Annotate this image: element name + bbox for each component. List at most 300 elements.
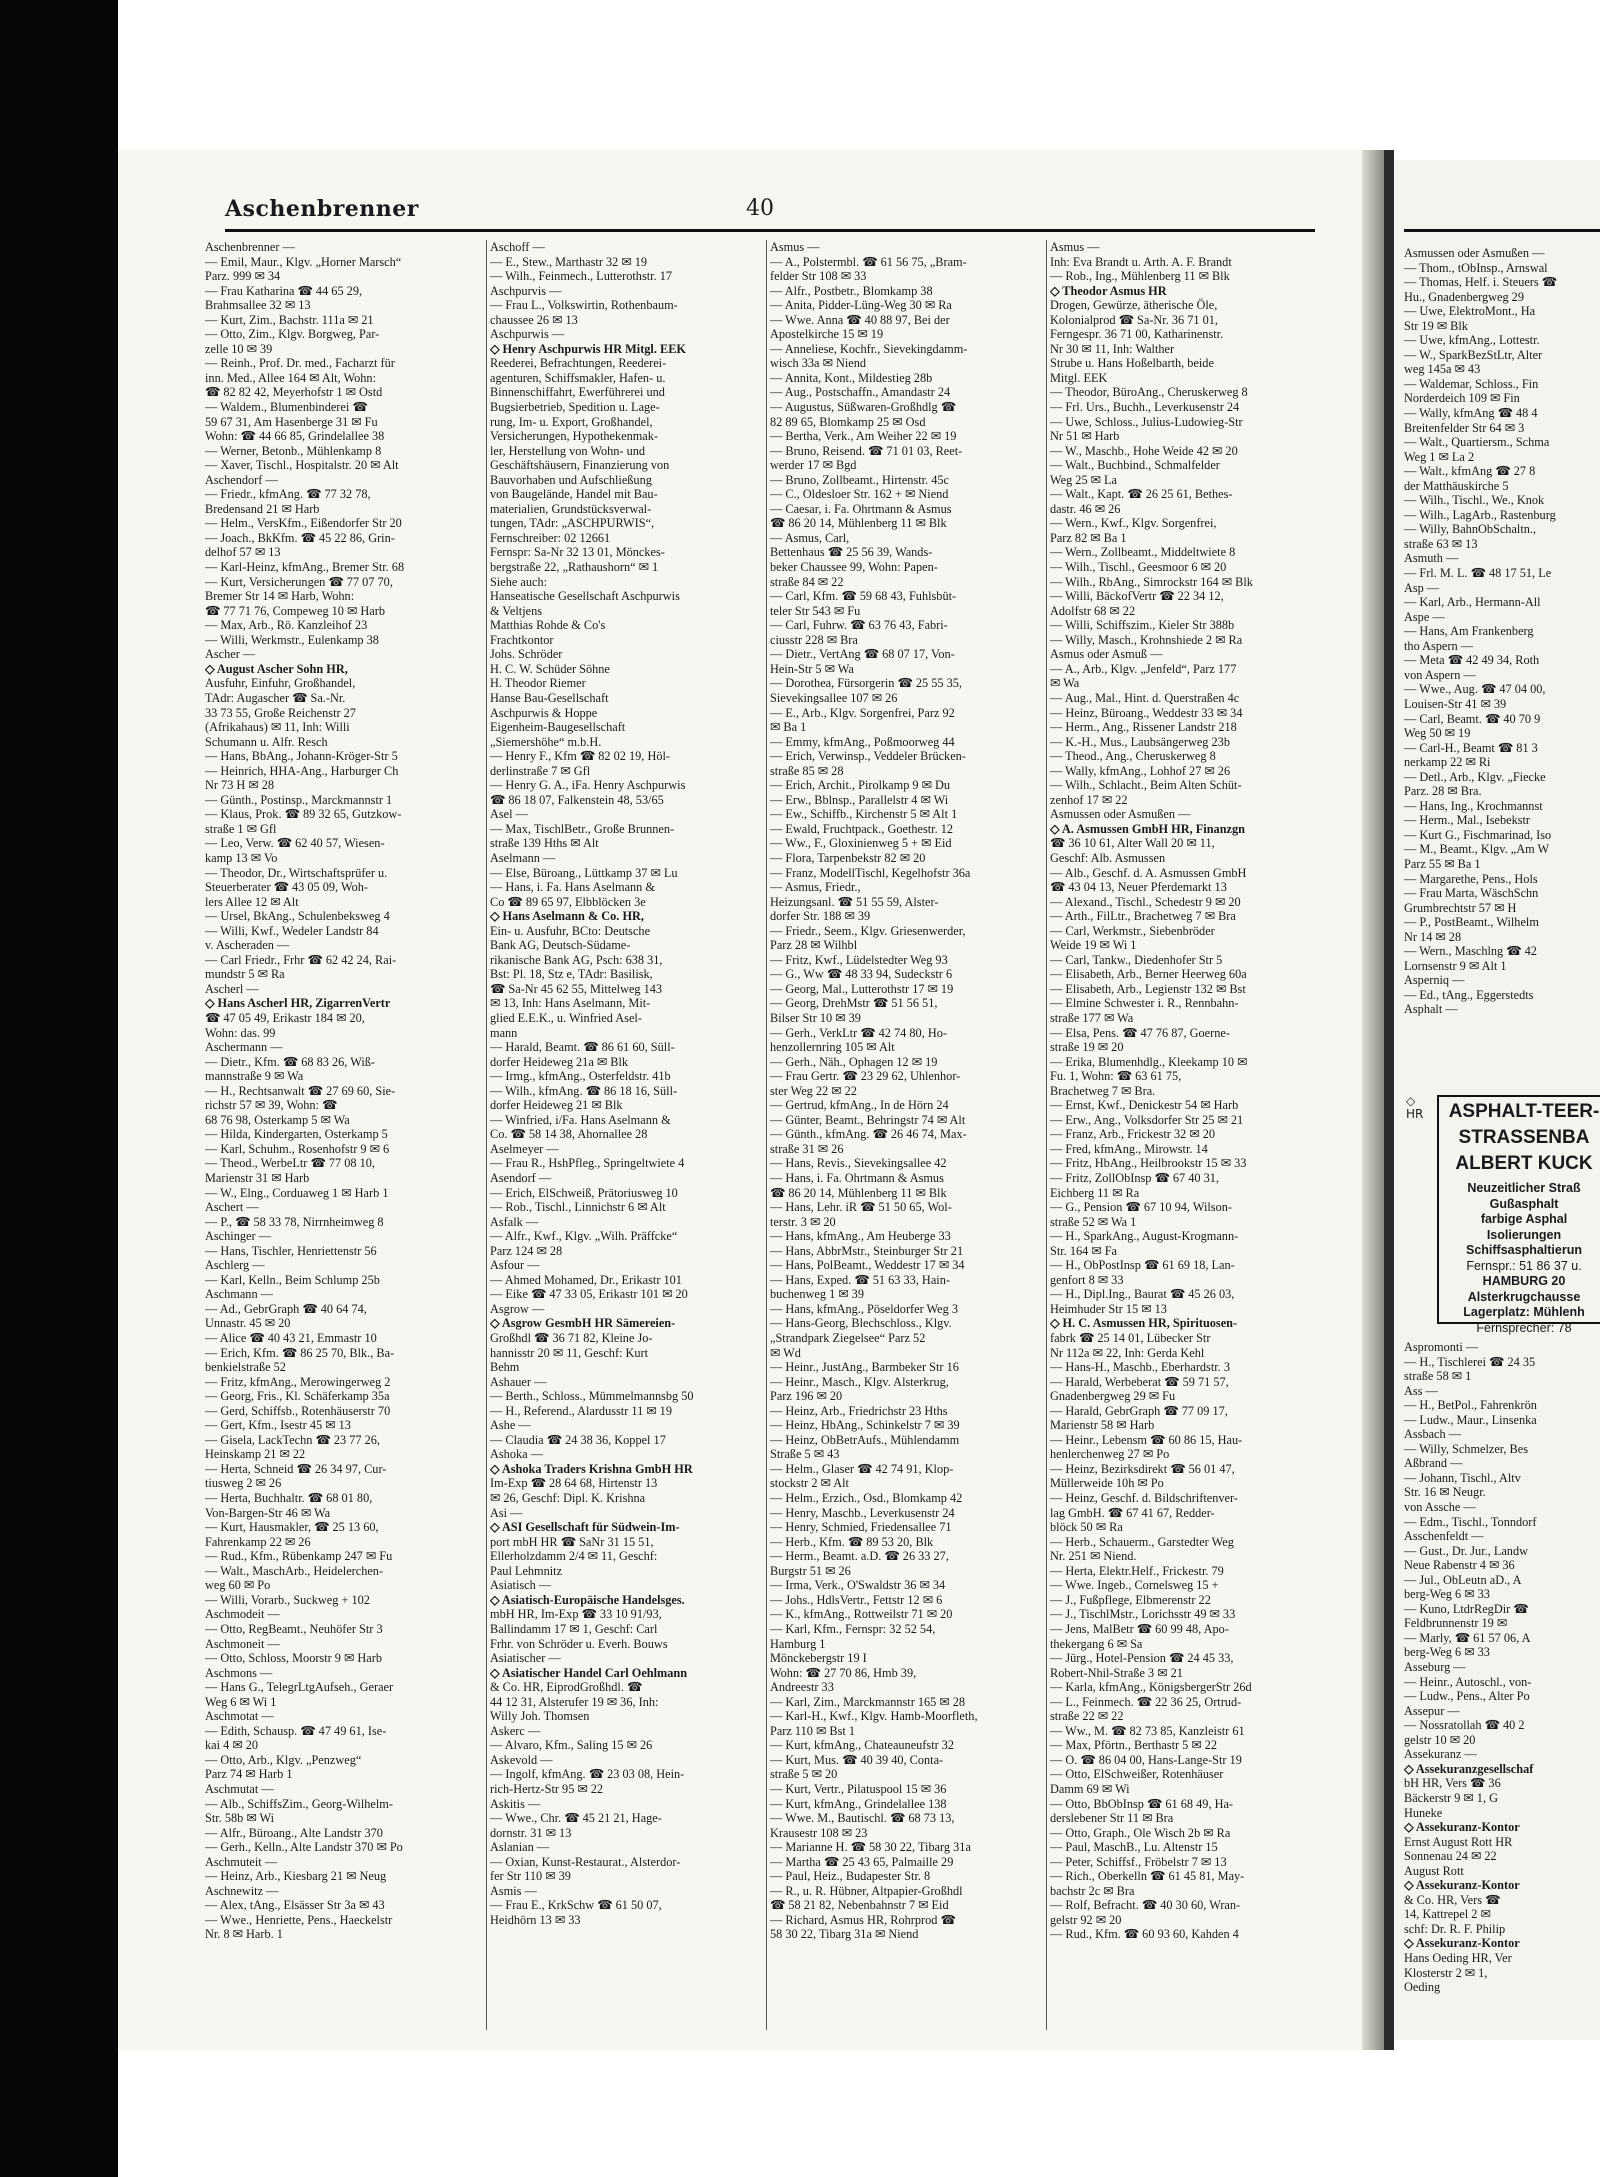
directory-line: Assbach — <box>1404 1427 1462 1442</box>
directory-line: henzollernring 105 ✉ Alt <box>770 1040 895 1055</box>
directory-line: Paul Lehmnitz <box>490 1563 563 1578</box>
directory-line: Reederei, Befrachtungen, Reederei- <box>490 356 667 371</box>
directory-line: Aschenbrenner — <box>205 240 295 254</box>
directory-line: — W., Elng., Corduaweg 1 ✉ Harb 1 <box>205 1185 389 1200</box>
directory-line: — Anneliese, Kochfr., Sievekingdamm- <box>770 341 968 356</box>
directory-line: — Elisabeth, Arb., Legienstr 132 ✉ Bst <box>1050 981 1246 996</box>
directory-line: Hamburg 1 <box>770 1636 826 1651</box>
directory-line: — Kurt, kfmAng., Chateauneufstr 32 <box>770 1738 955 1753</box>
ad-title-2: STRASSENBA <box>1458 1127 1590 1148</box>
directory-line: — Kurt, Hausmakler, ☎ 25 13 60, <box>205 1520 379 1535</box>
directory-line: — Elisabeth, Arb., Berner Heerweg 60a <box>1050 967 1247 982</box>
directory-line: — Heinz, Arb., Kiesbarg 21 ✉ Neug <box>205 1869 387 1884</box>
directory-line: ciusstr 228 ✉ Bra <box>770 632 858 647</box>
directory-line: — Hans, i. Fa. Ohrtmann & Asmus <box>770 1171 944 1185</box>
directory-line: — Ingolf, kfmAng. ☎ 23 03 08, Hein- <box>490 1767 685 1782</box>
directory-line: kai 4 ✉ 20 <box>205 1738 258 1753</box>
directory-line: ☎ Sa-Nr 45 62 55, Mittelweg 143 <box>490 981 663 996</box>
directory-line: — Werner, Betonb., Mühlenkamp 8 <box>205 443 382 458</box>
directory-line: „Strandpark Ziegelsee“ Parz 52 <box>770 1331 926 1346</box>
directory-line: Eichberg 11 ✉ Ra <box>1050 1185 1140 1200</box>
ad-line: Alsterkrugchausse <box>1467 1289 1581 1304</box>
directory-line: — Marly, ☎ 61 57 06, A <box>1404 1630 1531 1645</box>
directory-line: — Walt., Quartiersm., Schma <box>1404 435 1550 450</box>
directory-line: mannstraße 9 ✉ Wa <box>205 1069 304 1084</box>
directory-line: terstr. 3 ✉ 20 <box>770 1214 836 1229</box>
directory-line: — J., Fußpflege, Elbmerenstr 22 <box>1050 1592 1211 1607</box>
directory-line: Adolfstr 68 ✉ 22 <box>1050 603 1136 618</box>
directory-line: Parz. 28 ✉ Bra. <box>1404 784 1482 799</box>
directory-line: ✉ 13, Inh: Hans Aselmann, Mit- <box>490 996 651 1011</box>
directory-line: — Hans, Exped. ☎ 51 63 33, Hain- <box>770 1272 950 1287</box>
directory-line: — Henry, Maschb., Leverkusenstr 24 <box>770 1505 955 1520</box>
directory-line: Wohn: das. 99 <box>205 1025 276 1040</box>
directory-line: — Heinz, ObBetrAufs., Mühlendamm <box>770 1432 960 1447</box>
directory-line: Frachtkontor <box>490 632 554 647</box>
directory-line: buchenweg 1 ✉ 39 <box>770 1287 864 1302</box>
directory-line: ◇ H. C. Asmussen HR, Spirituosen- <box>1050 1316 1238 1331</box>
directory-line: — Frau R., HshPfleg., Springeltwiete 4 <box>490 1156 685 1171</box>
directory-line: & Veltjens <box>490 603 543 618</box>
directory-line: — Wern., Kwf., Klgv. Sorgenfrei, <box>1050 516 1217 531</box>
directory-line: Aselmann — <box>490 850 556 865</box>
directory-line: tungen, TAdr: „ASCHPURWIS“, <box>490 516 655 531</box>
directory-line: — Hans-H., Maschb., Eberhardstr. 3 <box>1050 1360 1230 1375</box>
directory-line: Siehe auch: <box>490 574 548 589</box>
directory-line: — Ursel, BkAng., Schulenbeksweg 4 <box>205 909 390 924</box>
directory-line: Aschnewitz — <box>205 1883 279 1898</box>
directory-line: Hanseatische Gesellschaft Aschpurwis <box>490 589 680 604</box>
directory-line: Weide 19 ✉ Wi 1 <box>1050 938 1137 953</box>
directory-line: Str 19 ✉ Blk <box>1404 318 1468 333</box>
directory-line: Ass — <box>1404 1383 1438 1398</box>
directory-line: Asiatisch — <box>490 1578 552 1593</box>
directory-line: Nr. 8 ✉ Harb. 1 <box>205 1927 283 1942</box>
directory-line: ◇ Asiatischer Handel Carl Oehlmann <box>490 1665 688 1680</box>
directory-line: — Waldemar, Schloss., Fin <box>1404 376 1539 391</box>
directory-line: dorfer Heideweg 21a ✉ Blk <box>490 1054 629 1069</box>
directory-line: ☎ 86 20 14, Mühlenberg 11 ✉ Blk <box>770 516 947 531</box>
directory-line: Aschmuteit — <box>205 1854 278 1869</box>
directory-line: — Bruno, Reisend. ☎ 71 01 03, Reet- <box>770 443 963 458</box>
directory-line: Oeding <box>1404 1980 1441 1995</box>
directory-line: — Carl, Fuhrw. ☎ 63 76 43, Fabri- <box>770 618 948 633</box>
directory-line: ✉ Wd <box>770 1345 801 1360</box>
directory-line: Nr. 251 ✉ Niend. <box>1050 1549 1137 1564</box>
ad-title: ASPHALT-TEER- <box>1448 1101 1600 1122</box>
directory-line: ◇ Assekuranz-Kontor <box>1404 1820 1520 1835</box>
directory-line: Straße 5 ✉ 43 <box>770 1447 840 1462</box>
directory-line: — Theodor, BüroAng., Cheruskerweg 8 <box>1050 385 1248 400</box>
directory-line: tho Aspern — <box>1404 638 1473 653</box>
directory-line: ◇ Ashoka Traders Krishna GmbH HR <box>490 1461 693 1476</box>
directory-line: Wohn: ☎ 27 70 86, Hmb 39, <box>770 1665 917 1680</box>
directory-line: mann <box>490 1025 518 1040</box>
directory-line: richstr 57 ✉ 39, Wohn: ☎ <box>205 1098 338 1113</box>
directory-line: — Alexand., Tischl., Schedestr 9 ✉ 20 <box>1050 894 1241 909</box>
directory-line: — Rud., Kfm., Rübenkamp 247 ✉ Fu <box>205 1549 393 1564</box>
directory-line: Krausestr 108 ✉ 23 <box>770 1825 868 1840</box>
directory-line: straße 19 ✉ 20 <box>1050 1040 1124 1055</box>
directory-line: — Willi, Vorarb., Suckweg + 102 <box>205 1592 370 1607</box>
directory-line: — Fritz, HbAng., Heilbrookstr 15 ✉ 33 <box>1050 1156 1247 1171</box>
directory-line: — Kurt, Mus. ☎ 40 39 40, Conta- <box>770 1752 944 1767</box>
directory-line: — Kurt, kfmAng., Grindelallee 138 <box>770 1796 947 1811</box>
directory-line: — Meta ☎ 42 49 34, Roth <box>1404 653 1540 668</box>
directory-line: August Rott <box>1404 1863 1464 1878</box>
directory-line: — Edith, Schausp. ☎ 47 49 61, Ise- <box>205 1723 387 1738</box>
directory-line: — Heinr., Masch., Klgv. Alsterkrug, <box>770 1374 949 1389</box>
directory-line: — O. ☎ 86 04 00, Hans-Lange-Str 19 <box>1050 1752 1242 1767</box>
directory-line: Nr 14 ✉ 28 <box>1404 929 1462 944</box>
directory-line: Marienstr 58 ✉ Harb <box>1050 1418 1155 1433</box>
directory-line: ◇ Assekuranzgesellschaf <box>1404 1761 1534 1776</box>
directory-line: — Carl Friedr., Frhr ☎ 62 42 24, Rai- <box>205 952 397 967</box>
directory-line: Askerc — <box>490 1723 541 1738</box>
directory-line: — P., PostBeamt., Wilhelm <box>1404 915 1539 930</box>
ad-line: Fernsprecher: 78 <box>1476 1320 1572 1335</box>
directory-line: Str. 16 ✉ Neugr. <box>1404 1485 1486 1500</box>
directory-line: — Fritz, kfmAng., Merowingerweg 2 <box>205 1374 391 1389</box>
directory-line: henlerchenweg 27 ✉ Po <box>1050 1447 1170 1462</box>
directory-line: — Kurt G., Fischmarinad, Iso <box>1404 827 1552 842</box>
directory-line: bH HR, Vers ☎ 36 <box>1404 1776 1501 1791</box>
directory-line: — Alfr., Kwf., Klgv. „Wilh. Präffcke“ <box>490 1229 678 1244</box>
directory-line: zenhof 17 ✉ 22 <box>1050 792 1128 807</box>
directory-line: Geschf: Alb. Asmussen <box>1050 850 1166 865</box>
directory-line: — Uwe, kfmAng., Lottestr. <box>1404 333 1540 348</box>
directory-line: — Ernst, Kwf., Denickestr 54 ✉ Harb <box>1050 1098 1239 1113</box>
directory-line: Mitgl. EEK <box>1050 370 1108 385</box>
directory-line: — Hans, AbbrMstr., Steinburger Str 21 <box>770 1243 964 1258</box>
directory-line: — Gerh., Kelln., Alte Landstr 370 ✉ Po <box>205 1840 403 1855</box>
directory-line: — Hans G., TelegrLtgAufseh., Geraer <box>205 1680 394 1695</box>
ad-line: Fernspr.: 51 86 37 u. <box>1466 1258 1582 1273</box>
directory-line: straße 31 ✉ 26 <box>770 1141 844 1156</box>
directory-line: — Hans, PolBeamt., Weddestr 17 ✉ 34 <box>770 1258 965 1273</box>
directory-line: ◇ ASI Gesellschaft für Südwein-Im- <box>490 1520 680 1535</box>
directory-line: Klosterstr 2 ✉ 1, <box>1404 1965 1488 1980</box>
directory-line: — Ew., Schiffb., Kirchenstr 5 ✉ Alt 1 <box>770 807 958 822</box>
directory-line: port mbH HR ☎ SaNr 31 15 51, <box>490 1534 654 1549</box>
directory-line: — Winfried, i/Fa. Hans Aselmann & <box>490 1112 671 1127</box>
directory-line: — Berth., Schloss., Mümmelmannsbg 50 <box>490 1389 694 1404</box>
directory-line: — W., SparkBezStLtr, Alter <box>1404 347 1543 362</box>
directory-line: — Friedr., Seem., Klgv. Griesenwerder, <box>770 923 966 938</box>
column-divider <box>486 240 487 2030</box>
directory-line: rich-Hertz-Str 95 ✉ 22 <box>490 1781 604 1796</box>
directory-line: — Heinz, Arb., Friedrichstr 23 Hths <box>770 1403 948 1418</box>
directory-line: — Fritz, ZollObInsp ☎ 67 40 31, <box>1050 1171 1220 1185</box>
directory-line: Aschpurvis — <box>490 283 562 298</box>
directory-line: Brahmsallee 32 ✉ 13 <box>205 298 311 313</box>
directory-line: Ascherl — <box>205 981 259 996</box>
directory-line: — Otto, Schloss, Moorstr 9 ✉ Harb <box>205 1651 382 1666</box>
directory-line: — Willi, Kwf., Wedeler Landstr 84 <box>205 923 379 938</box>
ad-title-3: ALBERT KUCK <box>1455 1153 1593 1174</box>
directory-line: Neue Rabenstr 4 ✉ 36 <box>1404 1558 1515 1573</box>
directory-line: — Erich, ElSchweiß, Prätoriusweg 10 <box>490 1185 678 1200</box>
directory-line: — Paul, Heiz., Budapester Str. 8 <box>770 1869 931 1884</box>
directory-line: Bremer Str 14 ✉ Harb, Wohn: <box>205 589 355 604</box>
directory-line: — Fred, kfmAng., Mirowstr. 14 <box>1050 1141 1208 1156</box>
directory-line: — Otto, RegBeamt., Neuhöfer Str 3 <box>205 1621 383 1636</box>
directory-line: — Gisela, LackTechn ☎ 23 77 26, <box>205 1432 380 1447</box>
directory-line: Grumbrechtstr 57 ✉ H <box>1404 900 1517 915</box>
directory-line: Geschäftshäusern, Finanzierung von <box>490 458 670 473</box>
directory-line: dastr. 46 ✉ 26 <box>1050 501 1121 516</box>
directory-line: bergstraße 22, „Rathaushorn“ ✉ 1 <box>490 560 659 575</box>
directory-line: — Otto, Graph., Ole Wisch 2b ✉ Ra <box>1050 1825 1231 1840</box>
directory-line: — H., Dipl.Ing., Baurat ☎ 45 26 03, <box>1050 1287 1235 1302</box>
directory-line: — Rich., Oberkelln ☎ 61 45 81, May- <box>1050 1869 1245 1884</box>
directory-line: 33 73 55, Große Reichenstr 27 <box>205 705 356 720</box>
directory-line: Bäckerstr 9 ✉ 1, G <box>1404 1790 1498 1805</box>
directory-line: Bank AG, Deutsch-Südame- <box>490 938 631 953</box>
directory-line: ◇ Hans Aselmann & Co. HR, <box>490 909 644 924</box>
directory-line: derlinstraße 7 ✉ Gfl <box>490 763 591 778</box>
directory-line: — Heinr., Lebensm ☎ 60 86 15, Hau- <box>1050 1432 1243 1447</box>
directory-line: — Ludw., Maur., Linsenka <box>1404 1412 1537 1427</box>
directory-line: v. Ascheraden — <box>205 938 290 953</box>
directory-line: — Walt., MaschArb., Heidelerchen- <box>205 1563 384 1578</box>
directory-line: thekergang 6 ✉ Sa <box>1050 1636 1143 1651</box>
directory-line: — Caesar, i. Fa. Ohrtmann & Asmus <box>770 501 952 516</box>
directory-line: — Erw., Bblnsp., Parallelstr 4 ✉ Wi <box>770 792 949 807</box>
directory-line: H. Theodor Riemer <box>490 676 586 691</box>
directory-line: Norderdeich 109 ✉ Fin <box>1404 391 1520 406</box>
directory-line: Fernschreiber: 02 12661 <box>490 530 611 545</box>
directory-line: rung, Im- u. Export, Großhandel, <box>490 414 653 429</box>
directory-line: stockstr 2 ✉ Alt <box>770 1476 849 1491</box>
directory-line: — Willi, BäckofVertr ☎ 22 34 12, <box>1050 589 1224 604</box>
directory-line: — Augustus, Süßwaren-Großhdlg ☎ <box>770 400 957 415</box>
directory-line: mbH HR, Im-Exp ☎ 33 10 91/93, <box>490 1607 662 1622</box>
directory-line: — Joach., BkKfm. ☎ 45 22 86, Grin- <box>205 530 395 545</box>
directory-line: — Asmus, Carl, <box>770 530 850 545</box>
directory-line: — Gerh., VerkLtr ☎ 42 74 80, Ho- <box>770 1025 947 1040</box>
directory-line: — Wilh., kfmAng. ☎ 86 18 16, Süll- <box>490 1083 678 1098</box>
directory-line: — Claudia ☎ 24 38 36, Koppel 17 <box>490 1432 666 1447</box>
directory-line: Weg 1 ✉ La 2 <box>1404 449 1475 464</box>
directory-line: — Ahmed Mohamed, Dr., Erikastr 101 <box>490 1272 682 1287</box>
directory-line: — Eike ☎ 47 33 05, Erikastr 101 ✉ 20 <box>490 1287 688 1302</box>
directory-line: Aspe — <box>1404 609 1445 624</box>
directory-line: — Alb., SchiffsZim., Georg-Wilhelm- <box>205 1796 393 1811</box>
directory-line: Asmus — <box>1050 240 1100 254</box>
directory-line: Matthias Rohde & Co's <box>490 618 606 633</box>
directory-line: Andreestr 33 <box>770 1680 834 1695</box>
directory-line: Ashauer — <box>490 1374 547 1389</box>
directory-line: — Günth., kfmAng. ☎ 26 46 74, Max- <box>770 1127 967 1142</box>
directory-line: Aschinger — <box>205 1229 271 1244</box>
directory-line: — Hans, Tischler, Henriettenstr 56 <box>205 1243 377 1258</box>
directory-line: — Irmg., kfmAng., Osterfeldstr. 41b <box>490 1069 671 1084</box>
directory-line: — Alice ☎ 40 43 21, Emmastr 10 <box>205 1331 377 1346</box>
directory-line: straße 58 ✉ 1 <box>1404 1369 1472 1384</box>
directory-line: ◇ Hans Ascherl HR, ZigarrenVertr <box>205 996 391 1011</box>
directory-line: Ascher — <box>205 647 256 662</box>
directory-line: — Heinz, Büroang., Weddestr 33 ✉ 34 <box>1050 705 1243 720</box>
directory-line: — Hans, i. Fa. Hans Aselmann & <box>490 880 655 895</box>
directory-line: — Henry G. A., iFa. Henry Aschpurwis <box>490 778 686 793</box>
column-5 <box>1404 246 1600 1017</box>
directory-line: Eigenheim-Baugesellschaft <box>490 720 626 735</box>
directory-line: — Willy, Masch., Krohnshiede 2 ✉ Ra <box>1050 632 1243 647</box>
directory-line: Asmussen oder Asmußen — <box>1404 246 1545 260</box>
directory-line: — K.-H., Mus., Laubsängerweg 23b <box>1050 734 1230 749</box>
directory-line: Str. 58b ✉ Wi <box>205 1811 275 1826</box>
directory-line: Asel — <box>490 807 528 822</box>
ad-line: Isolierungen <box>1486 1227 1562 1242</box>
directory-line: derslebener Str 11 ✉ Bra <box>1050 1811 1174 1826</box>
directory-line: — Dorothea, Fürsorgerin ☎ 25 55 35, <box>770 676 963 691</box>
directory-line: ☎ 86 20 14, Mühlenberg 11 ✉ Blk <box>770 1185 947 1200</box>
directory-line: — Wern., Zollbeamt., Middeltwiete 8 <box>1050 545 1236 560</box>
directory-line: — Jul., ObLeutn aD., A <box>1404 1572 1522 1587</box>
directory-line: Robert-Nhil-Straße 3 ✉ 21 <box>1050 1665 1183 1680</box>
directory-line: — Hans, Revis., Sievekingsallee 42 <box>770 1156 947 1171</box>
directory-line: — Wern., Maschlng ☎ 42 <box>1404 944 1537 959</box>
directory-line: — Peter, Schiffsf., Fröbelstr 7 ✉ 13 <box>1050 1854 1227 1869</box>
directory-line: ✉ Ba 1 <box>770 720 807 735</box>
directory-line: — Gust., Dr. Jur., Landw <box>1404 1543 1528 1558</box>
directory-line: Binnenschiffahrt, Ewerführerei und <box>490 385 665 400</box>
directory-line: 58 30 22, Tibarg 31a ✉ Niend <box>770 1927 919 1942</box>
directory-line: — Thom., tObInsp., Arnswal <box>1404 260 1548 275</box>
directory-line: — Wally, kfmAng., Lohhof 27 ✉ 26 <box>1050 763 1231 778</box>
directory-line: Asmis — <box>490 1883 537 1898</box>
directory-line: — Carl, Beamt. ☎ 40 70 9 <box>1404 711 1541 726</box>
directory-line: Bugsierbetrieb, Spedition u. Lage- <box>490 400 660 415</box>
directory-line: Aschmoneit — <box>205 1636 280 1651</box>
directory-line: — K., kfmAng., Rottweilstr 71 ✉ 20 <box>770 1607 953 1622</box>
directory-line: Heinskamp 21 ✉ 22 <box>205 1447 306 1462</box>
directory-line: — H., BetPol., Fahrenkrön <box>1404 1398 1537 1413</box>
directory-line: Asseburg — <box>1404 1660 1466 1675</box>
directory-line: Asfour — <box>490 1258 540 1273</box>
directory-line: Askevold — <box>490 1752 553 1767</box>
directory-line: ster Weg 22 ✉ 22 <box>770 1083 857 1098</box>
directory-line: — Xaver, Tischl., Hospitalstr. 20 ✉ Alt <box>205 458 399 473</box>
directory-line: — Willy, Schmelzer, Bes <box>1404 1441 1529 1456</box>
directory-line: — Hans, kfmAng., Am Heuberge 33 <box>770 1229 951 1244</box>
directory-line: — Karl, Kfm., Fernspr: 32 52 54, <box>770 1621 936 1636</box>
directory-line: — Harald, Beamt. ☎ 86 61 60, Süll- <box>490 1040 675 1055</box>
directory-line: Brachetweg 7 ✉ Bra. <box>1050 1083 1156 1098</box>
directory-line: straße 22 ✉ 22 <box>1050 1709 1124 1724</box>
directory-line: chaussee 26 ✉ 13 <box>490 312 578 327</box>
directory-line: Aschert — <box>205 1200 259 1215</box>
directory-line: Inh: Eva Brandt u. Arth. A. F. Brandt <box>1050 254 1232 269</box>
directory-line: — H., SparkAng., August-Krogmann- <box>1050 1229 1239 1244</box>
directory-line: — Theodor, Dr., Wirtschaftsprüfer u. <box>205 865 388 880</box>
directory-line: Aselmeyer — <box>490 1141 559 1156</box>
directory-line: Nr 51 ✉ Harb <box>1050 429 1120 444</box>
directory-line: — Rob., Ing., Mühlenberg 11 ✉ Blk <box>1050 269 1230 284</box>
directory-line: — Erich, Kfm. ☎ 86 25 70, Blk., Ba- <box>205 1345 395 1360</box>
directory-line: — Hans, Ing., Krochmannst <box>1404 798 1543 813</box>
directory-line: ☎ 43 04 13, Neuer Pferdemarkt 13 <box>1050 880 1227 895</box>
directory-line: — Martha ☎ 25 43 65, Palmaille 29 <box>770 1854 954 1869</box>
directory-line: Bauvorhaben und Aufschließung <box>490 472 652 487</box>
directory-line: agenturen, Schiffsmakler, Hafen- u. <box>490 370 666 385</box>
directory-line: — C., Oldesloer Str. 162 + ✉ Niend <box>770 487 949 502</box>
directory-line: 59 67 31, Am Hasenberge 31 ✉ Fu <box>205 414 378 429</box>
directory-line: Von-Bargen-Str 46 ✉ Wa <box>205 1505 331 1520</box>
directory-line: — Karl, Zim., Marckmannstr 165 ✉ 28 <box>770 1694 966 1709</box>
directory-line: — Ad., GebrGraph ☎ 40 64 74, <box>205 1301 367 1316</box>
directory-line: — Günter, Beamt., Behringstr 74 ✉ Alt <box>770 1112 966 1127</box>
directory-line: — Otto, Zim., Klgv. Borgweg, Par- <box>205 327 380 342</box>
directory-line: Kolonialprod ☎ Sa-Nr. 36 71 01, <box>1050 312 1218 327</box>
directory-line: — W., Maschb., Hohe Weide 42 ✉ 20 <box>1050 443 1238 458</box>
directory-line: materialien, Grundstücksverwal- <box>490 501 652 516</box>
directory-line: — Emil, Maur., Klgv. „Horner Marsch“ <box>205 254 402 269</box>
directory-line: Weg 25 ✉ La <box>1050 472 1118 487</box>
directory-line: — G., Pension ☎ 67 10 94, Wilson- <box>1050 1200 1232 1215</box>
directory-line: ◇ Asgrow GesmbH HR Sämereien- <box>490 1316 676 1331</box>
directory-line: — Walt., kfmAng ☎ 27 8 <box>1404 464 1536 479</box>
directory-line: — Georg, Fris., Kl. Schäferkamp 35a <box>205 1389 390 1404</box>
directory-line: H. C. W. Schüder Söhne <box>490 661 610 676</box>
directory-line: — Herta, Buchhaltr. ☎ 68 01 80, <box>205 1491 373 1506</box>
directory-line: — Jens, MalBetr ☎ 60 99 48, Apo- <box>1050 1621 1229 1636</box>
directory-line: Burgstr 51 ✉ 26 <box>770 1563 851 1578</box>
book-gutter <box>1384 150 1394 2050</box>
directory-line: — J., TischlMstr., Lorichsstr 49 ✉ 33 <box>1050 1607 1236 1622</box>
asphalt-advertisement <box>1437 1095 1600 1335</box>
directory-line: — Nossratollah ☎ 40 2 <box>1404 1718 1525 1733</box>
directory-line: — Heinr., JustAng., Barmbeker Str 16 <box>770 1360 959 1375</box>
directory-line: inn. Med., Allee 164 ✉ Alt, Wohn: <box>205 370 376 385</box>
directory-line: — Frau Katharina ☎ 44 65 29, <box>205 283 363 298</box>
directory-line: — Johann, Tischl., Altv <box>1404 1470 1521 1485</box>
directory-line: straße 139 Hths ✉ Alt <box>490 836 599 851</box>
directory-line: — Reinh., Prof. Dr. med., Facharzt für <box>205 356 395 371</box>
directory-line: gelstr 92 ✉ 20 <box>1050 1912 1122 1927</box>
directory-line: ◇ Asiatisch-Europäische Handelsges. <box>490 1592 685 1607</box>
directory-line: der Matthäuskirche 5 <box>1404 478 1509 493</box>
directory-line: Ausfuhr, Einfuhr, Großhandel, <box>205 676 356 691</box>
column-divider <box>1046 240 1047 2030</box>
directory-line: Willy Joh. Thomsen <box>490 1709 590 1724</box>
directory-line: — Rud., Kfm. ☎ 60 93 60, Kahden 4 <box>1050 1927 1239 1942</box>
directory-line: — Friedr., kfmAng. ☎ 77 32 78, <box>205 487 371 502</box>
directory-line: — Max, TischlBetr., Große Brunnen- <box>490 821 675 836</box>
directory-line: Parz. 999 ✉ 34 <box>205 269 281 284</box>
directory-line: & Co. HR, EiprodGroßhdl. ☎ <box>490 1680 643 1695</box>
directory-line: — Kurt, Zim., Bachstr. 111a ✉ 21 <box>205 312 374 327</box>
directory-line: Müllerweide 10h ✉ Po <box>1050 1476 1164 1491</box>
directory-line: 14, Kattrepel 2 ✉ <box>1404 1907 1491 1922</box>
directory-line: — Uwe, ElektroMont., Ha <box>1404 304 1536 319</box>
directory-line: — Jürg., Hotel-Pension ☎ 24 45 33, <box>1050 1651 1234 1666</box>
directory-line: bachstr 2c ✉ Bra <box>1050 1883 1135 1898</box>
directory-line: von Assche — <box>1404 1500 1476 1515</box>
directory-line: — H., ObPostInsp ☎ 61 69 18, Lan- <box>1050 1258 1235 1273</box>
directory-line: Schumann u. Alfr. Resch <box>205 734 328 749</box>
directory-line: — Erika, Blumenhdlg., Kleekamp 10 ✉ <box>1050 1054 1248 1069</box>
directory-line: Weg 50 ✉ 19 <box>1404 726 1471 741</box>
directory-line: straße 84 ✉ 22 <box>770 574 844 589</box>
directory-line: — Otto, BbObInsp ☎ 61 68 49, Ha- <box>1050 1796 1234 1811</box>
directory-line: Aßbrand — <box>1404 1456 1463 1471</box>
directory-line: Hu., Gnadenbergweg 29 <box>1404 289 1524 304</box>
page-number: 40 <box>746 196 774 221</box>
directory-line: — Kuno, LtdrRegDir ☎ <box>1404 1601 1529 1616</box>
page-edge <box>1362 150 1384 2050</box>
